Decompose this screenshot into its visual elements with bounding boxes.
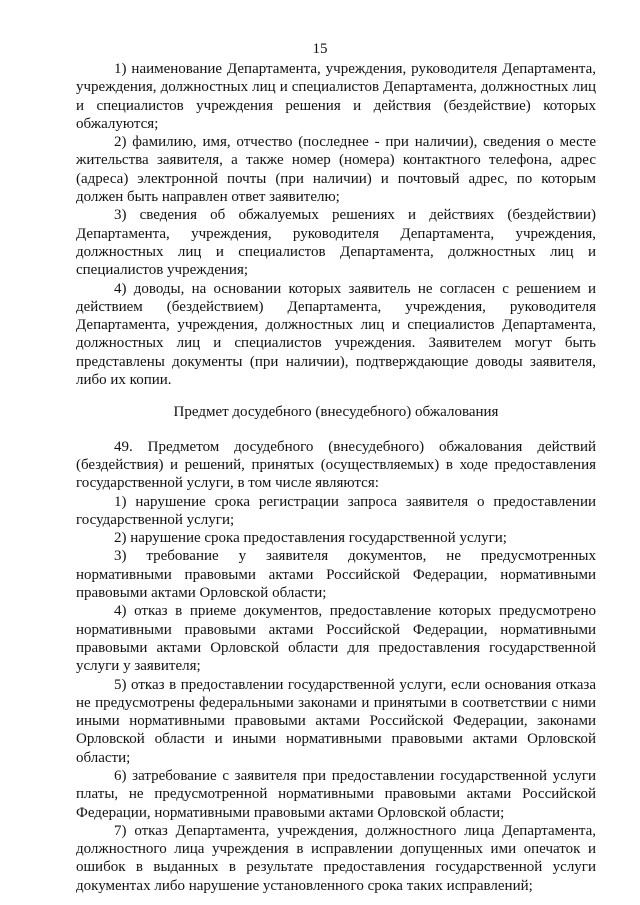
list-item: 4) отказ в приеме документов, предоставление которых предусмотрено нормативными правовыми актами Российской Федерации, нормативными правовыми актами Орловской области для предоставления государственной услуги у заявителя; xyxy=(76,603,596,675)
clause-paragraph: 49. Предметом досудебного (внесудебного) обжалования действий (бездействия) и решений, принятых (осуществляемых) в ходе предоставления государственной услуги, в том числе являются: xyxy=(76,438,596,492)
list-item: 1) нарушение срока регистрации запроса заявителя о предоставлении государственной услуги; xyxy=(76,493,596,528)
list-item: 7) отказ Департамента, учреждения, должностного лица Департамента, должностного лица учреждения в исправлении допущенных ими опечаток и ошибок в выданных в результате предоставления государственной услуги документах либо нарушение установленного срока таких исправлений; xyxy=(76,822,596,894)
list-item: 4) доводы, на основании которых заявитель не согласен с решением и действием (бездействием) Департамента, учреждения, руководителя Департамента, учреждения, должностных лиц и специалистов Департамента, должностных лиц и специалистов учреждения. Заявителем могут быть представлены документы (при наличии), подтверждающие доводы заявителя, либо их копии. xyxy=(76,280,596,389)
document-body xyxy=(76,60,596,895)
list-item: 6) затребование с заявителя при предоставлении государственной услуги платы, не предусмотренной нормативными правовыми актами Российской Федерации, нормативными правовыми актами Орловской области; xyxy=(76,767,596,821)
list-item: 2) фамилию, имя, отчество (последнее - при наличии), сведения о месте жительства заявителя, а также номер (номера) контактного телефона, адрес (адреса) электронной почты (при наличии) и почтовый адрес, по которым должен быть направлен ответ заявителю; xyxy=(76,134,596,206)
list-item: 2) нарушение срока предоставления государственной услуги; xyxy=(114,530,507,547)
list-item: 5) отказ в предоставлении государственной услуги, если основания отказа не предусмотрены федеральными законами и принятыми в соответствии с ними иными нормативными правовыми актами Российской Федерации, законами Орловской области и иными нормативными правовыми актами Орловской области; xyxy=(76,676,596,766)
list-item: 1) наименование Департамента, учреждения, руководителя Департамента, учреждения, должностных лиц и специалистов Департамента, должностных лиц и специалистов учреждения решения и действия (бездействие) которых обжалуются; xyxy=(76,61,596,132)
section-heading: Предмет досудебного (внесудебного) обжалования xyxy=(173,404,499,421)
page-number: 15 xyxy=(312,41,328,57)
list-item: 3) сведения об обжалуемых решениях и действиях (бездействии) Департамента, учреждения, руководителя Департамента, учреждения, должностных лиц и специалистов Департамента, должностных лиц и специалистов учреждения; xyxy=(76,207,596,279)
list-item: 3) требование у заявителя документов, не предусмотренных нормативными правовыми актами Российской Федерации, нормативными правовыми актами Орловской области; xyxy=(76,548,596,602)
